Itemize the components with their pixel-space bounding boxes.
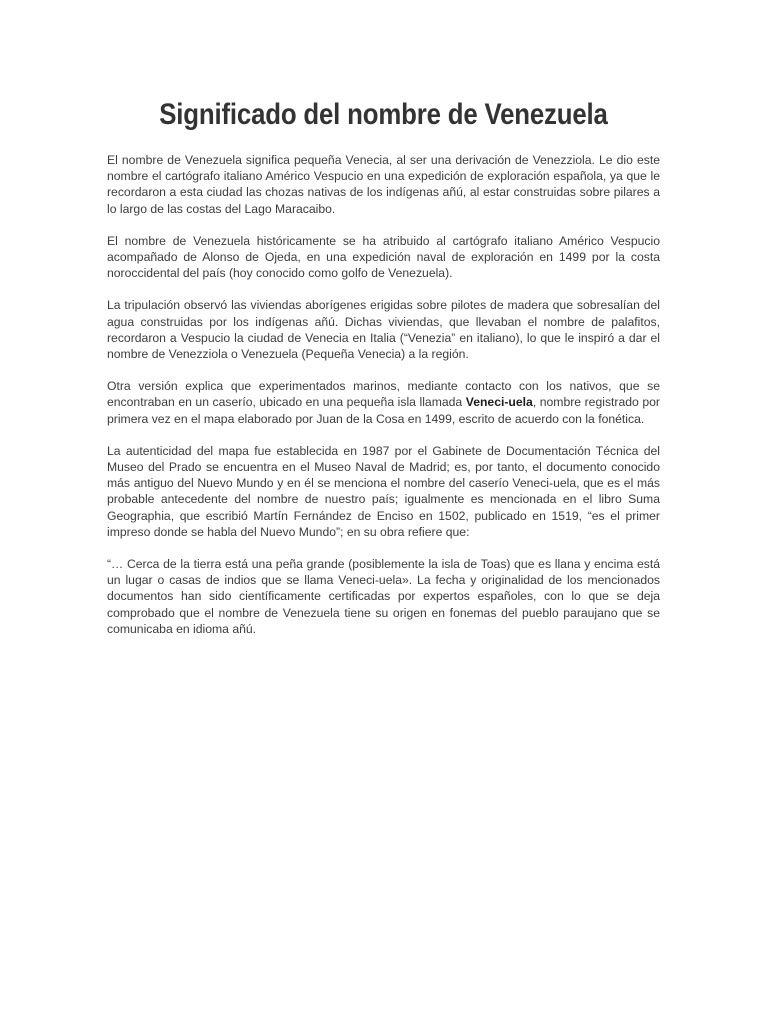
- paragraph-4: [107, 378, 660, 427]
- paragraph-4-text-after: , nombre registrado por primera vez en el mapa elaborado por Juan de la Cosa en 1499, escrito de acuerdo con la fonética.: [107, 395, 660, 426]
- page-title: Significado del nombre de Venezuela: [159, 98, 608, 131]
- document-page: [107, 92, 660, 653]
- paragraph-2: El nombre de Venezuela históricamente se ha atribuido al cartógrafo italiano Américo Vespucio acompañado de Alonso de Ojeda, en una expedición naval de exploración en 1499 por la costa noroccidental del país (hoy conocido como golfo de Venezuela).: [107, 233, 660, 281]
- paragraph-4-text-before: Otra versión explica que experimentados marinos, mediante contacto con los nativos, que se encontraban en un caserío, ubicado en una pequeña isla llamada: [107, 379, 660, 410]
- paragraph-1: El nombre de Venezuela significa pequeña Venecia, al ser una derivación de Venezziola. Le dio este nombre el cartógrafo italiano Américo Vespucio en una expedición de exploración española, ya que le recordaron a esta ciudad las chozas nativas de los indígenas añú, al estar construidas sobre pilares a lo largo de las costas del Lago Maracaibo.: [107, 153, 660, 216]
- paragraph-5: La autenticidad del mapa fue establecida en 1987 por el Gabinete de Documentación Técnica del Museo del Prado se encuentra en el Museo Naval de Madrid; es, por tanto, el documento conocido más antiguo del Nuevo Mundo y en él se menciona el nombre del caserío Veneci-uela, que es el más probable antecedente del nombre de nuestro país; igualmente es mencionada en el libro Suma Geographia, que escribió Martín Fernández de Enciso en 1502, publicado en 1519, “es el primer impreso donde se habla del Nuevo Mundo”; en su obra refiere que:: [107, 443, 660, 539]
- paragraph-6-quote: “… Cerca de la tierra está una peña grande (posiblemente la isla de Toas) que es llana y encima está un lugar o casas de indios que se llama Veneci-uela». La fecha y originalidad de los mencionados documentos han sido científicamente certificadas por expertos españoles, con lo que se deja comprobado que el nombre de Venezuela tiene su origen en fonemas del pueblo paraujano que se comunicaba en idioma añú.: [107, 557, 660, 636]
- paragraph-3: La tripulación observó las viviendas aborígenes erigidas sobre pilotes de madera que sobresalían del agua construidas por los indígenas añú. Dichas viviendas, que llevaban el nombre de palafitos, recordaron a Vespucio la ciudad de Venecia en Italia (“Venezia” en italiano), lo que le inspiró a dar el nombre de Venezziola o Venezuela (Pequeña Venecia) a la región.: [107, 298, 660, 362]
- paragraph-4-bold-term: Veneci-uela: [465, 395, 533, 410]
